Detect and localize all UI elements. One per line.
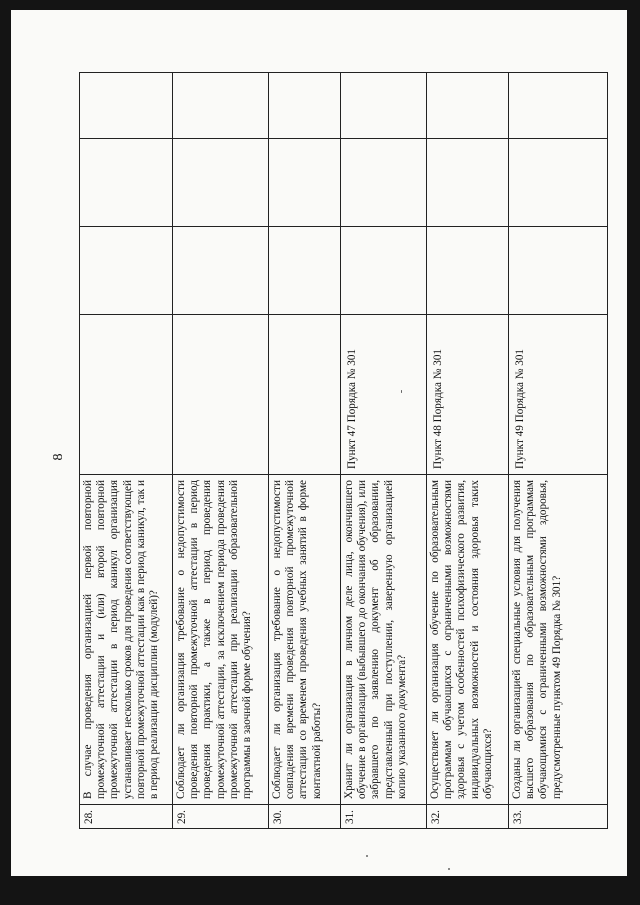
table-row	[509, 73, 608, 829]
scan-border-bottom	[0, 876, 640, 905]
answer-cell	[173, 139, 269, 227]
scan-speck	[401, 390, 402, 393]
page-number: 8	[51, 453, 66, 461]
row-number: 33.	[509, 805, 608, 829]
row-number: 28.	[80, 805, 173, 829]
reference-cell	[80, 315, 173, 475]
comment-cell	[427, 73, 509, 139]
table-row	[341, 73, 427, 829]
scan-speck	[448, 868, 450, 870]
question-cell: Хранит ли организация в личном деле лица, окончившего обучение в организации (выбывшего до окончания обучения), или забравшего по заявлению документ об образовании, представленный при поступлении, заверенную организацией копию указанного документа?	[341, 475, 427, 805]
comment-cell	[341, 73, 427, 139]
table-row	[427, 73, 509, 829]
answer-cell	[269, 139, 341, 227]
question-cell: Осуществляет ли организация обучение по образовательным программам обучающихся с ограниченными возможностями здоровья с учетом особенностей психофизического развития, индивидуальных возможностей и состояния здоровья таких обучающихся?	[427, 475, 509, 805]
table-row	[269, 73, 341, 829]
answer-cell	[427, 139, 509, 227]
question-cell: Созданы ли организацией специальные условия для получения высшего образования по образовательным программам обучающимися с ограниченными возможностями здоровья, предусмотренные пунктом 49 Порядка № 301?	[509, 475, 608, 805]
comment-cell	[80, 73, 173, 139]
answer-cell	[80, 139, 173, 227]
question-cell: В случае проведения организацией первой повторной промежуточной аттестации и (или) второй повторной промежуточной аттестации в период каникул организация устанавливает несколько сроков для проведения соответствующей повторной промежуточной аттестации как в период каникул, так и в период реализации дисциплин (модулей)?	[80, 475, 173, 805]
answer-cell	[427, 227, 509, 315]
reference-cell	[173, 315, 269, 475]
comment-cell	[173, 73, 269, 139]
answer-cell	[509, 139, 608, 227]
answer-cell	[269, 227, 341, 315]
reference-cell: Пункт 49 Порядка № 301	[509, 315, 608, 475]
scan-speck	[366, 855, 368, 857]
table-row	[173, 73, 269, 829]
question-cell: Соблюдает ли организация требование о недопустимости проведения повторной промежуточной аттестации в период проведения практики, а также в период проведения промежуточной аттестации, за исключением периода проведения промежуточной аттестации при реализации образовательной программы в заочной форме обучения?	[173, 475, 269, 805]
answer-cell	[80, 227, 173, 315]
row-number: 30.	[269, 805, 341, 829]
checklist-table	[79, 72, 608, 829]
reference-cell: Пункт 47 Порядка № 301	[341, 315, 427, 475]
table-row	[80, 73, 173, 829]
answer-cell	[509, 227, 608, 315]
answer-cell	[173, 227, 269, 315]
scanned-page	[11, 10, 627, 876]
comment-cell	[269, 73, 341, 139]
rotated-table	[79, 73, 607, 829]
reference-cell	[269, 315, 341, 475]
row-number: 31.	[341, 805, 427, 829]
reference-cell: Пункт 48 Порядка № 301	[427, 315, 509, 475]
row-number: 32.	[427, 805, 509, 829]
comment-cell	[509, 73, 608, 139]
question-cell: Соблюдает ли организация требование о недопустимости совпадения времени проведения повторной промежуточной аттестации со временем проведения учебных занятий в форме контактной работы?	[269, 475, 341, 805]
answer-cell	[341, 227, 427, 315]
answer-cell	[341, 139, 427, 227]
row-number: 29.	[173, 805, 269, 829]
checklist-table-wrapper	[79, 73, 607, 829]
